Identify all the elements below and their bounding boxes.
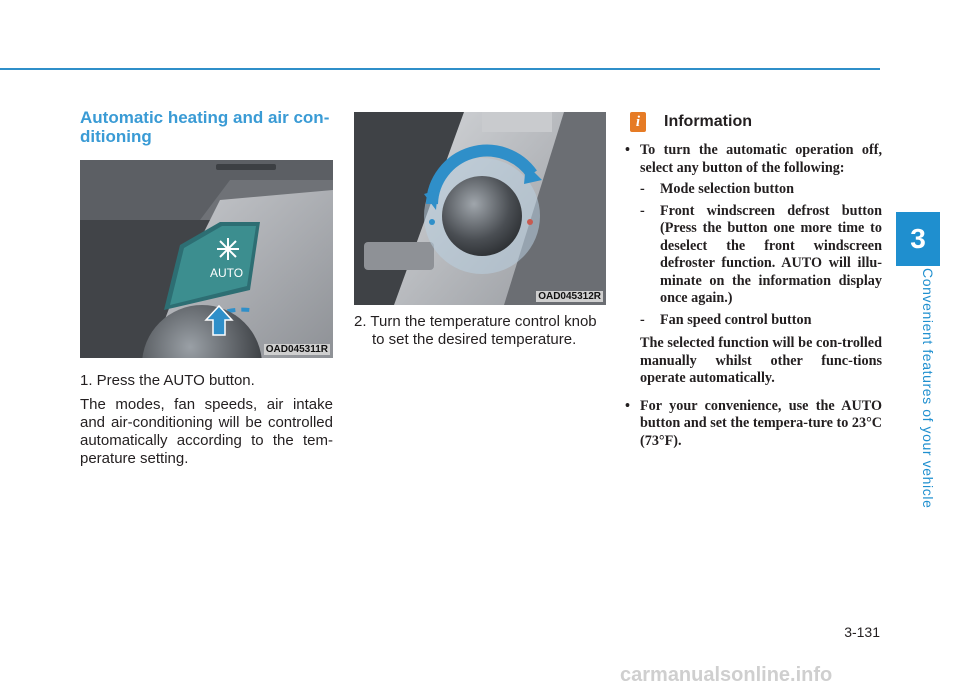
top-rule <box>0 68 880 70</box>
bullet-text: To turn the automatic operation off, select any button of the following: <box>640 142 882 176</box>
bullet-dot-icon: • <box>625 397 630 414</box>
dash-icon: - <box>640 311 645 328</box>
sub-item <box>640 312 882 330</box>
step-2: 2. Turn the temperature control knob to set the desired temperature. <box>354 313 597 348</box>
sub-item-text: Fan speed control button <box>660 311 812 328</box>
sub-item <box>640 203 882 308</box>
auto-description: The modes, fan speeds, air intake and air-conditioning will be controlled automatically according to the tem-perature setting. <box>80 396 333 467</box>
left-column <box>80 108 333 468</box>
chapter-tab: 3 <box>896 212 940 266</box>
temperature-knob-drawing <box>354 112 606 305</box>
watermark: carmanualsonline.info <box>620 664 833 686</box>
fan-icon <box>217 238 239 260</box>
information-box <box>620 112 882 450</box>
figure-caption: OAD045311R <box>265 344 328 355</box>
bullet-dot-icon: • <box>625 142 630 158</box>
information-note: The selected function will be con-trolled manually whilst other func-tions operate automatically. <box>640 335 882 386</box>
step-1: 1. Press the AUTO button. <box>80 372 255 389</box>
sub-item-text: Front windscreen defrost button (Press the button one more time to deselect the front windscreen defroster function. AUTO will illu-minate on the information display once again.) <box>660 202 882 306</box>
information-header <box>620 112 882 132</box>
auto-button-illustration <box>80 160 333 358</box>
bullet-text: For your convenience, use the AUTO button and set the tempera-ture to 23°C (73°F). <box>640 397 882 449</box>
auto-panel-drawing <box>80 160 333 358</box>
information-title: Information <box>664 113 752 130</box>
dash-icon: - <box>640 202 645 219</box>
chapter-title-text: Convenient features of your vehicle <box>920 268 936 509</box>
page-number: 3-131 <box>844 624 880 640</box>
auto-button-label: AUTO <box>210 266 244 280</box>
figure-caption: OAD045312R <box>538 291 601 302</box>
information-icon: i <box>630 112 646 132</box>
dash-icon: - <box>640 181 645 197</box>
middle-column <box>354 112 606 349</box>
sub-item-text: Mode selection button <box>660 181 794 197</box>
bullet-item <box>620 142 882 177</box>
temperature-knob-illustration <box>354 112 606 305</box>
section-heading: Automatic heating and air con-ditioning <box>80 108 330 146</box>
chapter-title <box>918 268 938 508</box>
bullet-item <box>620 398 882 451</box>
sub-item <box>640 181 882 199</box>
